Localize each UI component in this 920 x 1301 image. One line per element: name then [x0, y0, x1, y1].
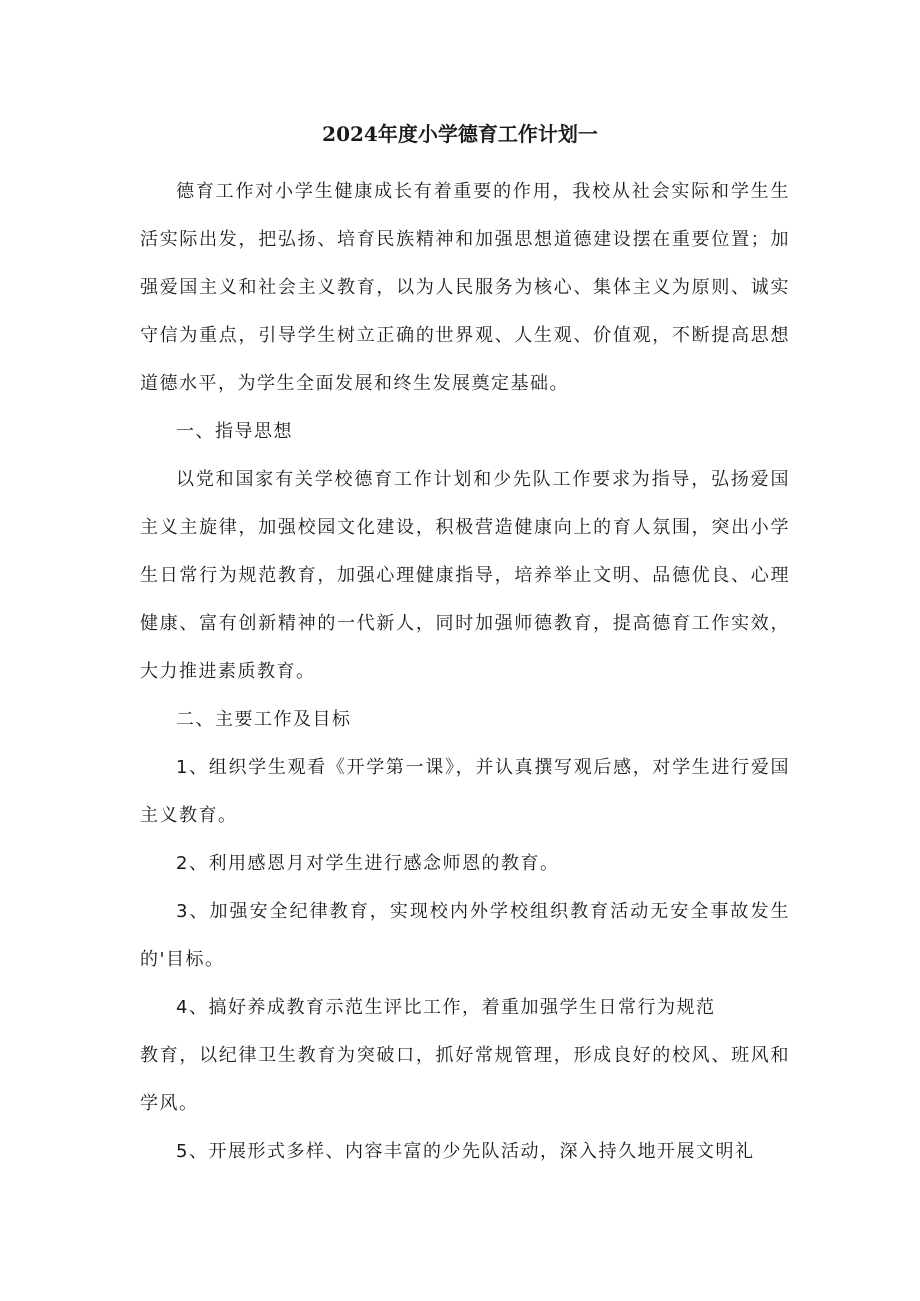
work-item-1: 1、组织学生观看《开学第一课》，并认真撰写观后感，对学生进行爱国主义教育。: [140, 757, 790, 826]
document-title: 2024年度小学德育工作计划一: [322, 122, 598, 146]
document-body: [140, 168, 790, 1176]
work-item-5: 5、开展形式多样、内容丰富的少先队活动，深入持久地开展文明礼: [176, 1141, 755, 1162]
work-item-4-continued: 教育，以纪律卫生教育为突破口，抓好常规管理，形成良好的校风、班风和学风。: [140, 1045, 790, 1114]
work-item-4: 4、搞好养成教育示范生评比工作，着重加强学生日常行为规范: [176, 997, 716, 1018]
section-heading-guiding-thought: 一、指导思想: [176, 421, 293, 442]
section-heading-main-work: 二、主要工作及目标: [176, 709, 352, 730]
guiding-thought-paragraph: 以党和国家有关学校德育工作计划和少先队工作要求为指导，弘扬爱国主义主旋律，加强校园文化建设，积极营造健康向上的育人氛围，突出小学生日常行为规范教育，加强心理健康指导，培养举止文明、品德优良、心理健康、富有创新精神的一代新人，同时加强师德教育，提高德育工作实效，大力推进素质教育。: [140, 469, 790, 682]
work-item-3: 3、加强安全纪律教育，实现校内外学校组织教育活动无安全事故发生的'目标。: [140, 901, 790, 970]
work-item-2: 2、利用感恩月对学生进行感念师恩的教育。: [176, 853, 560, 874]
intro-paragraph: 德育工作对小学生健康成长有着重要的作用，我校从社会实际和学生生活实际出发，把弘扬、培育民族精神和加强思想道德建设摆在重要位置；加强爱国主义和社会主义教育，以为人民服务为核心、集体主义为原则、诚实守信为重点，引导学生树立正确的世界观、人生观、价值观，不断提高思想道德水平，为学生全面发展和终生发展奠定基础。: [140, 181, 790, 394]
